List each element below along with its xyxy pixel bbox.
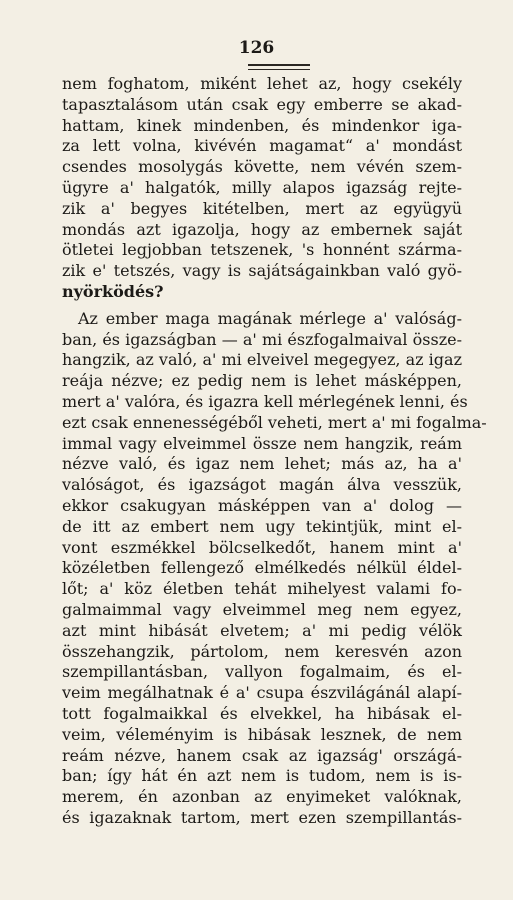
text-line: hattam, kinek mindenben, és mindenkor iga- [62,115,462,135]
text-line: veim, véleményim is hibásak lesznek, de nem [62,724,462,744]
text-line: nyörködés? [62,281,164,301]
text-line: közéletben fellengező elmélkedés nélkül éldel- [62,558,462,578]
text-line: nézve való, és igaz nem lehet; más az, ha a' [62,454,462,474]
text-line: szempillantásban, vallyon fogalmaim, és el- [62,662,462,682]
text-line: ban, és igazságban — a' mi észfogalmaival össze- [62,329,462,349]
text-line: reája nézve; ez pedig nem is lehet másképpen, [62,371,462,391]
text-line: ekkor csakugyan másképpen van a' dolog — [62,495,462,515]
text-line: és igazaknak tartom, mert ezen szempillantás- [62,807,462,827]
text-line: merem, én azonban az enyimeket valóknak, [62,787,462,807]
text-line: ban; így hát én azt nem is tudom, nem is is- [62,766,462,786]
text-line: ügyre a' halgatók, milly alapos igazság rejte- [62,177,462,197]
text-line: vont eszmékkel bölcselkedőt, hanem mint a' [62,537,462,557]
body-text [62,74,487,829]
text-line: zik e' tetszés, vagy is sajátságainkban való gyö- [62,261,462,281]
text-line: hangzik, az való, a' mi elveivel megegyez, az igaz [62,350,462,370]
text-line: de itt az embert nem ugy tekintjük, mint el- [62,516,462,536]
text-line: veim megálhatnak é a' csupa észvilágánál alapí- [62,683,462,703]
text-line: mert a' valóra, és igazra kell mérlegének lenni, és [62,391,468,411]
paragraph-1 [62,74,462,303]
text-line: valóságot, és igazságot magán álva vesszük, [62,475,462,495]
text-line: összehangzik, pártolom, nem keresvén azon [62,641,462,661]
text-line: tott fogalmaikkal és elvekkel, ha hibásak el- [62,703,462,723]
paragraph-2 [62,308,487,829]
text-line: ötletei legjobban tetszenek, 's honnént szárma- [62,240,462,260]
text-line: csendes mosolygás követte, nem vévén szem- [62,157,462,177]
text-line: lőt; a' köz életben tehát mihelyest valami fo- [62,579,462,599]
text-line: za lett volna, kivévén magamat“ a' mondást [62,136,462,156]
text-line: immal vagy elveimmel össze nem hangzik, reám [62,433,462,453]
text-line: ezt csak ennenességéből veheti, mert a' mi fogalma- [62,412,487,432]
text-line: galmaimmal vagy elveimmel meg nem egyez, [62,599,462,619]
text-line: tapasztalásom után csak egy emberre se akad- [62,94,462,114]
text-line: nem foghatom, miként lehet az, hogy csekély [62,74,462,93]
text-line: azt mint hibását elvetem; a' mi pedig vélök [62,620,462,640]
text-line: Az ember maga magának mérlege a' valóság- [78,308,462,328]
header-rule-thin [248,69,310,70]
header-rule [248,64,310,66]
text-line: reám nézve, hanem csak az igazság' országá- [62,745,462,765]
text-line: zik a' begyes kitételben, mert az együgyü [62,198,462,218]
text-line: mondás azt igazolja, hogy az embernek saját [62,219,462,239]
page-number: 126 [238,38,275,58]
